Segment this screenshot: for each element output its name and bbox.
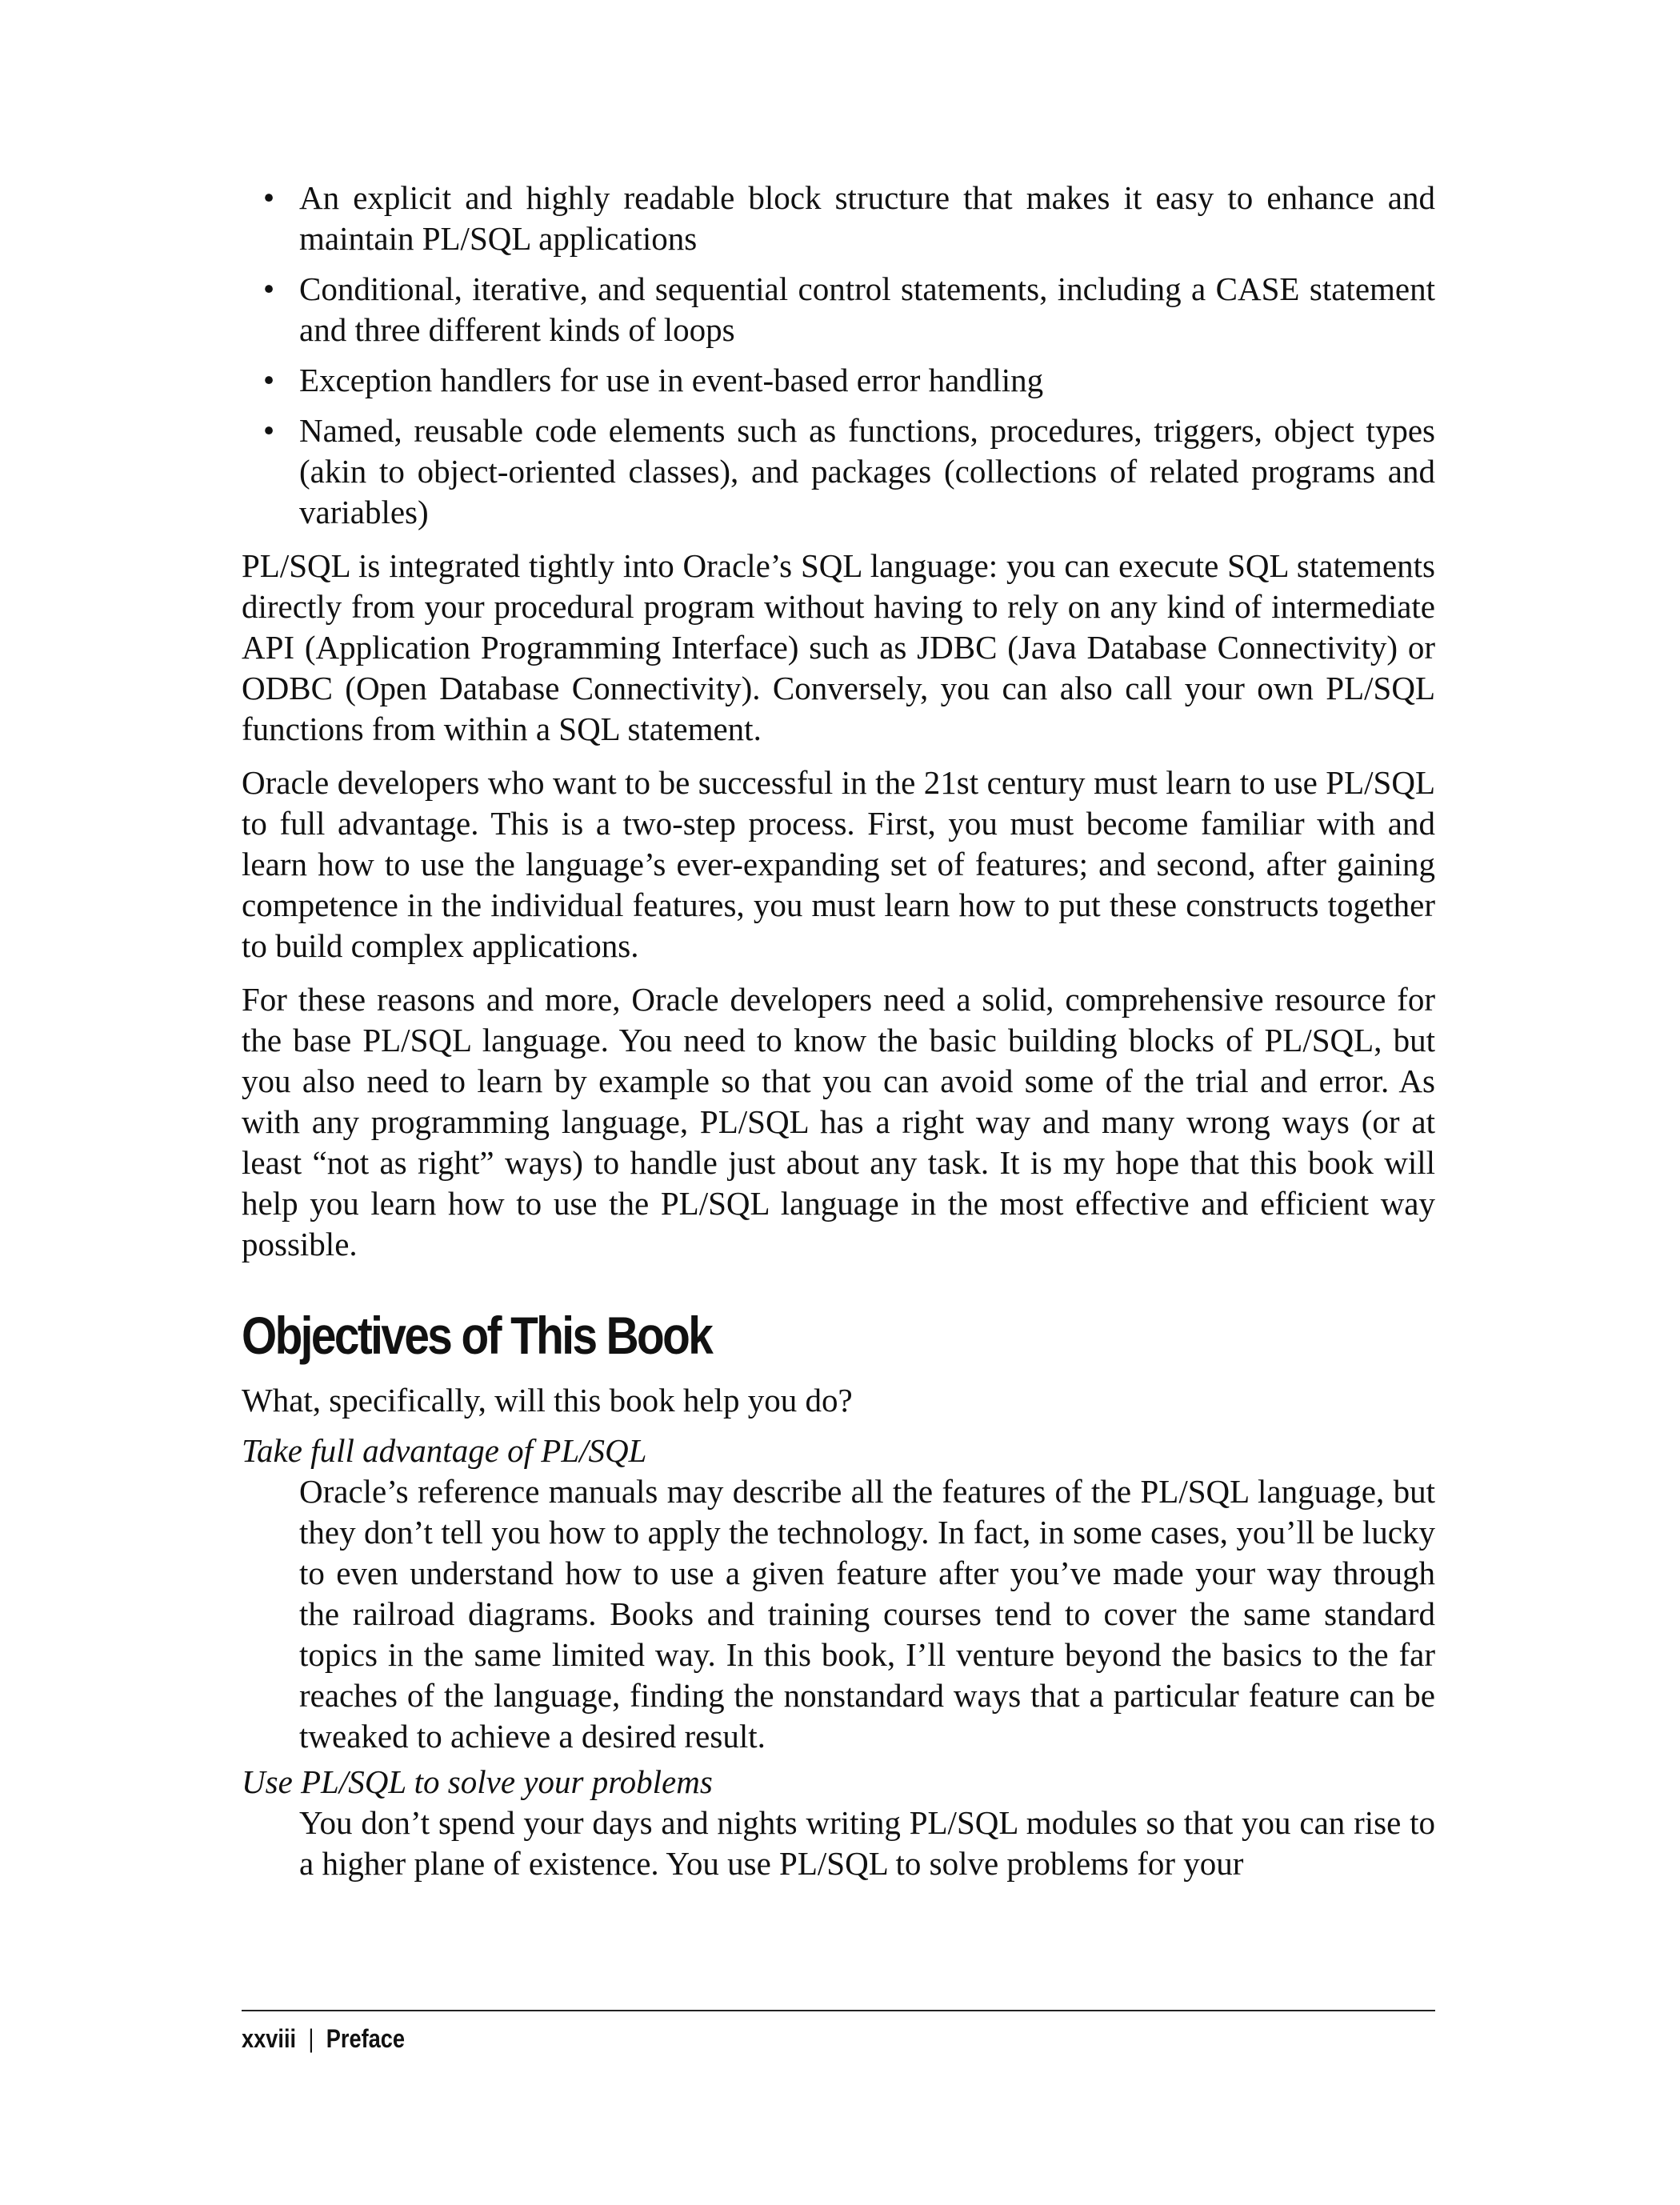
bullet-text: Conditional, iterative, and sequential control statements, including a CASE statement and three different kinds of loops xyxy=(299,270,1435,348)
objective-term: Take full advantage of PL/SQL xyxy=(242,1432,647,1469)
objective-term: Use PL/SQL to solve your problems xyxy=(242,1763,713,1800)
paragraph-sql-integration: PL/SQL is integrated tightly into Oracle’s SQL language: you can execute SQL statements directly from your procedural program without having to rely on any kind of intermediate API (Application Programming Interface) such as JDBC (Java Database Connectivity) or ODBC (Open Database Connectivity). Conversely, you can also call your own PL/SQL functions from within a SQL statement. xyxy=(242,547,1435,747)
section-heading: Objectives of This Book xyxy=(242,1306,712,1365)
objective-definition: You don’t spend your days and nights writing PL/SQL modules so that you can rise to a higher plane of existence. You use PL/SQL to solve problems for your xyxy=(299,1804,1435,1882)
bullet-glyph: • xyxy=(262,412,275,449)
bullet-text: Named, reusable code elements such as functions, procedures, triggers, object types (akin to object-oriented classes), and packages (collections of related programs and variables) xyxy=(299,412,1435,530)
feature-bullet-list xyxy=(242,178,1435,533)
bullet-text: Exception handlers for use in event-based error handling xyxy=(299,362,1044,398)
footer-separator: | xyxy=(308,2024,314,2053)
footer-line xyxy=(242,2023,1256,2055)
bullet-item xyxy=(242,269,1435,350)
footer-rule xyxy=(242,2010,1435,2011)
bullet-item xyxy=(242,360,1435,401)
paragraph-reasons: For these reasons and more, Oracle developers need a solid, comprehensive resource for the base PL/SQL language. You need to know the basic building blocks of PL/SQL, but you also need to learn by example so that you can avoid some of the trial and error. As with any programming language, PL/SQL has a right way and many wrong ways (or at least “not as right” ways) to handle just about any task. It is my hope that this book will help you learn how to use the PL/SQL language in the most effective and efficient way possible. xyxy=(242,981,1435,1263)
objective-definition: Oracle’s reference manuals may describe all the features of the PL/SQL language, but they don’t tell you how to apply the technology. In fact, in some cases, you’ll be lucky to even understand how to use a given feature after you’ve made your way through the railroad diagrams. Books and training courses tend to cover the same standard topics in the same limited way. In this book, I’ll venture beyond the basics to the far reaches of the language, finding the nonstandard ways that a particular feature can be tweaked to achieve a desired result. xyxy=(299,1473,1435,1755)
bullet-glyph: • xyxy=(262,179,275,216)
page-number: xxviii xyxy=(242,2024,297,2053)
page-content xyxy=(242,178,1435,1884)
bullet-item xyxy=(242,410,1435,533)
bullet-glyph: • xyxy=(262,362,275,398)
section-intro: What, specifically, will this book help you do? xyxy=(242,1382,853,1419)
paragraph-developers: Oracle developers who want to be successful in the 21st century must learn to use PL/SQL to full advantage. This is a two-step process. First, you must become familiar with and learn how to use the language’s ever-expanding set of features; and second, after gaining competence in the individual features, you must learn how to put these constructs together to build complex applications. xyxy=(242,764,1435,964)
running-head: Preface xyxy=(326,2024,406,2053)
bullet-text: An explicit and highly readable block structure that makes it easy to enhance and maintain PL/SQL applications xyxy=(299,179,1435,257)
bullet-glyph: • xyxy=(262,270,275,307)
objectives-list xyxy=(242,1431,1435,1884)
page-footer xyxy=(242,2010,1435,2055)
bullet-item xyxy=(242,178,1435,259)
